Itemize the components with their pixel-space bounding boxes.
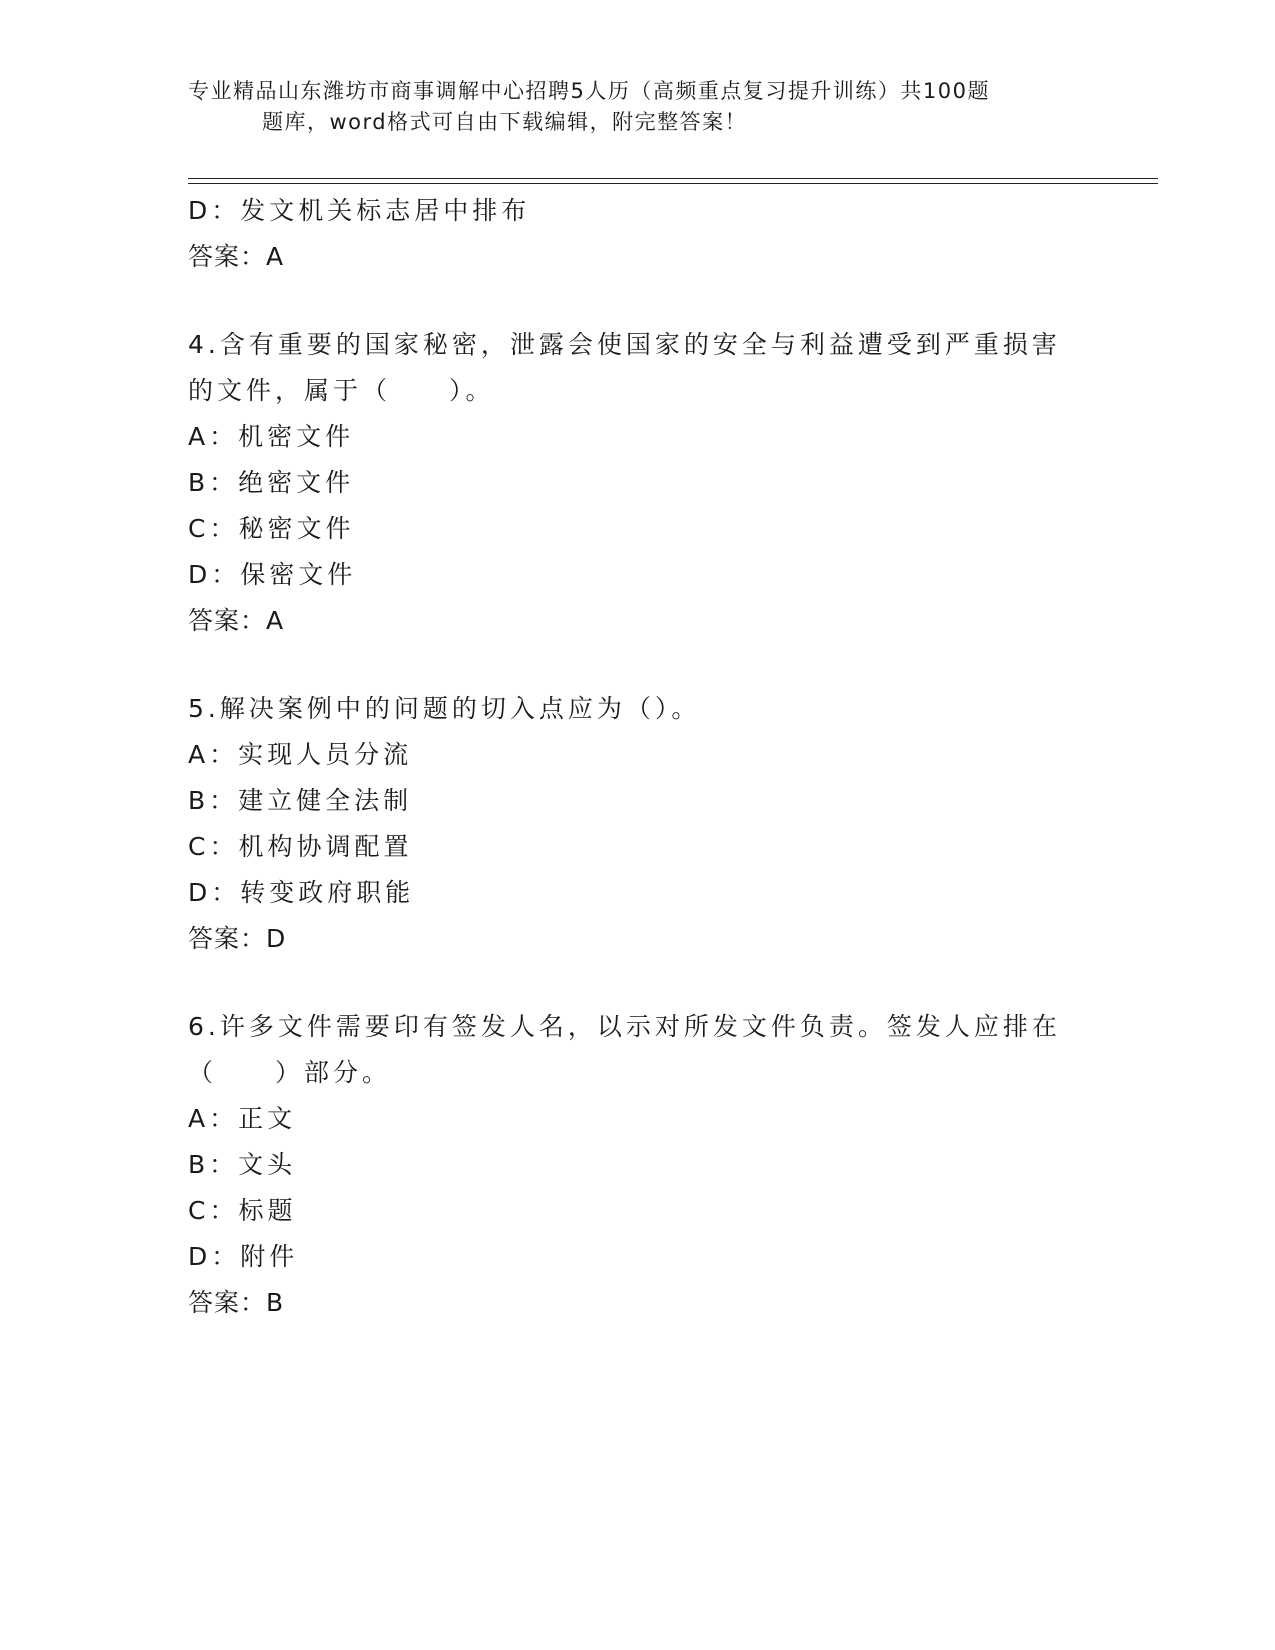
question-stem <box>188 322 1088 414</box>
option-a: A：正文 <box>188 1104 297 1133</box>
option-c: C：标题 <box>188 1196 297 1225</box>
document-header <box>188 76 1088 138</box>
option-d: D：发文机关标志居中排布 <box>188 196 531 225</box>
question-stem-line2: （ ）部分。 <box>188 1058 392 1087</box>
question-3-tail <box>188 188 1088 280</box>
document-body <box>188 188 1088 1326</box>
option-a: A：实现人员分流 <box>188 740 413 769</box>
option-b: B：绝密文件 <box>188 468 355 497</box>
option-d: D：保密文件 <box>188 560 357 589</box>
question-4 <box>188 322 1088 644</box>
question-stem-line2: 的文件，属于（ ）。 <box>188 376 495 405</box>
option-c: C：秘密文件 <box>188 514 355 543</box>
option-b: B：文头 <box>188 1150 297 1179</box>
option-d: D：附件 <box>188 1242 299 1271</box>
answer-label: 答案：A <box>188 242 285 271</box>
header-divider-bottom <box>188 183 1158 184</box>
option-c: C：机构协调配置 <box>188 832 413 861</box>
question-stem <box>188 686 1088 732</box>
question-5 <box>188 686 1088 962</box>
question-stem-line1: 6.许多文件需要印有签发人名，以示对所发文件负责。签发人应排在 <box>188 1012 1061 1041</box>
header-divider-top <box>188 178 1158 179</box>
header-title-line1: 专业精品山东潍坊市商事调解中心招聘5人历（高频重点复习提升训练）共100题 <box>188 79 990 103</box>
question-stem-line1: 5.解决案例中的问题的切入点应为（）。 <box>188 694 701 723</box>
question-stem <box>188 1004 1088 1096</box>
option-d: D：转变政府职能 <box>188 878 415 907</box>
header-title-line2: 题库，word格式可自由下载编辑，附完整答案！ <box>262 110 748 134</box>
question-stem-line1: 4.含有重要的国家秘密，泄露会使国家的安全与利益遭受到严重损害 <box>188 330 1061 359</box>
answer-label: 答案：B <box>188 1288 285 1317</box>
question-6 <box>188 1004 1088 1326</box>
option-a: A：机密文件 <box>188 422 355 451</box>
answer-label: 答案：D <box>188 924 287 953</box>
option-b: B：建立健全法制 <box>188 786 413 815</box>
answer-label: 答案：A <box>188 606 285 635</box>
